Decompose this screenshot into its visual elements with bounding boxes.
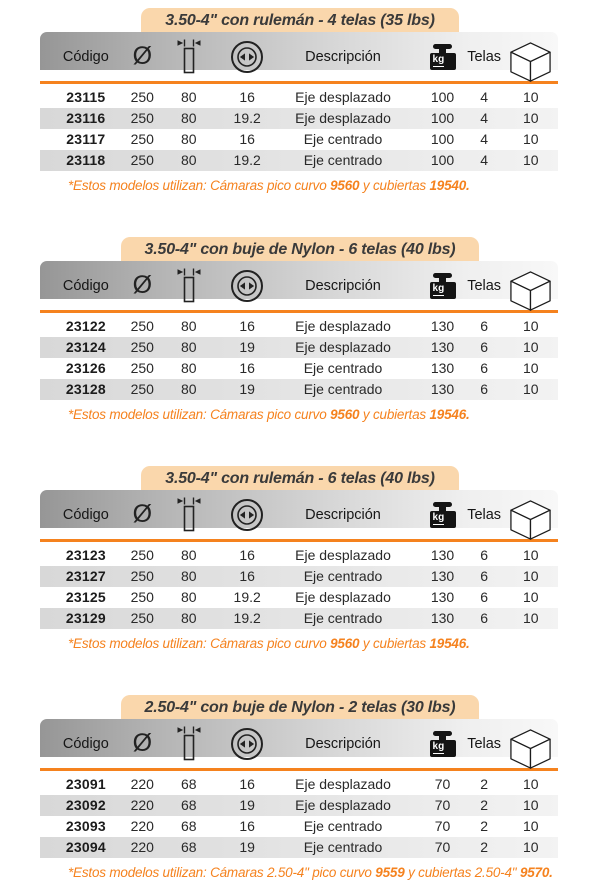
- table-row: [40, 587, 558, 608]
- width-cell: 80: [181, 339, 197, 355]
- description-cell: Eje centrado: [303, 818, 383, 834]
- column-header-weight: [410, 490, 464, 542]
- diameter-cell: 220: [130, 797, 154, 813]
- column-header-width: [167, 261, 219, 313]
- width-cell: 80: [181, 360, 197, 376]
- weight-icon-neck: [439, 736, 446, 740]
- diameter-cell: 220: [130, 818, 154, 834]
- code-cell: 23124: [65, 339, 106, 355]
- weight-kg-icon: [430, 44, 456, 70]
- description-cell: Eje centrado: [303, 360, 383, 376]
- width-cell: 80: [181, 568, 197, 584]
- box-quantity-icon: [508, 40, 553, 89]
- header-row: [40, 261, 558, 313]
- weight-cell: 70: [434, 797, 451, 813]
- width-cell: 80: [181, 131, 197, 147]
- table-row: [40, 608, 558, 629]
- width-cell: 80: [181, 89, 197, 105]
- diameter-cell: 250: [130, 110, 154, 126]
- diameter-cell: 220: [130, 839, 154, 855]
- spec-table-block: [40, 466, 560, 651]
- weight-cell: 100: [430, 110, 455, 126]
- bore-diameter-icon: [229, 39, 265, 75]
- diameter-cell: 250: [130, 318, 154, 334]
- spec-table-block: [40, 237, 560, 422]
- column-header-telas: [465, 490, 504, 542]
- column-header-weight: [410, 261, 464, 313]
- description-cell: Eje desplazado: [295, 797, 391, 813]
- table-row: [40, 84, 558, 108]
- width-measure-icon: [176, 267, 202, 304]
- bore-cell: 19: [239, 339, 255, 355]
- footnote-code-1: 9560: [330, 636, 360, 651]
- width-cell: 68: [181, 797, 197, 813]
- telas-label: Telas: [467, 48, 502, 65]
- table-footnote: [68, 865, 560, 880]
- qty-cell: 10: [522, 360, 539, 376]
- weight-kg-icon: [430, 731, 456, 757]
- bore-diameter-icon: [229, 726, 265, 762]
- spec-table: [40, 261, 558, 400]
- qty-cell: 10: [522, 589, 539, 605]
- column-header-codigo: [40, 490, 118, 542]
- spec-table: [40, 490, 558, 629]
- qty-cell: 10: [522, 839, 539, 855]
- bore-cell: 19: [239, 839, 255, 855]
- footnote-prefix: *Estos modelos utilizan: Cámaras 2.50-4" pico curvo: [68, 865, 376, 880]
- table-footnote: [68, 407, 560, 422]
- column-header-descripcion: [276, 490, 411, 542]
- column-header-box: [504, 32, 558, 84]
- plies-cell: 6: [480, 589, 489, 605]
- description-cell: Eje centrado: [303, 152, 383, 168]
- table-title: 3.50-4" con buje de Nylon - 6 telas (40 lbs): [121, 237, 480, 270]
- code-cell: 23129: [65, 610, 106, 626]
- weight-kg-icon: [430, 273, 456, 299]
- column-header-box: [504, 719, 558, 771]
- code-cell: 23094: [65, 839, 106, 855]
- bore-cell: 16: [239, 547, 255, 563]
- diameter-icon: Ø: [132, 42, 153, 70]
- code-cell: 23123: [65, 547, 106, 563]
- qty-cell: 10: [522, 547, 539, 563]
- column-header-diameter: [118, 32, 167, 84]
- codigo-label: Código: [62, 48, 109, 65]
- diameter-cell: 250: [130, 568, 154, 584]
- table-row: [40, 795, 558, 816]
- plies-cell: 6: [480, 360, 489, 376]
- footnote-code-1: 9560: [330, 407, 360, 422]
- width-cell: 80: [181, 589, 197, 605]
- width-cell: 80: [181, 110, 197, 126]
- kg-label: kg: [432, 54, 445, 65]
- column-header-bore: [219, 719, 276, 771]
- description-cell: Eje desplazado: [295, 339, 391, 355]
- bore-cell: 19.2: [233, 110, 261, 126]
- footnote-middle: y cubiertas: [359, 636, 430, 651]
- width-cell: 80: [181, 152, 197, 168]
- table-row: [40, 129, 558, 150]
- column-header-bore: [219, 32, 276, 84]
- weight-icon-body: [430, 511, 456, 528]
- code-cell: 23127: [65, 568, 106, 584]
- weight-cell: 130: [430, 589, 455, 605]
- column-header-codigo: [40, 261, 118, 313]
- diameter-cell: 250: [130, 610, 154, 626]
- table-row: [40, 108, 558, 129]
- code-cell: 23093: [65, 818, 106, 834]
- table-title: 3.50-4" con rulemán - 6 telas (40 lbs): [141, 466, 458, 499]
- qty-cell: 10: [522, 818, 539, 834]
- description-cell: Eje desplazado: [295, 776, 391, 792]
- qty-cell: 10: [522, 110, 539, 126]
- header-row: [40, 32, 558, 84]
- codigo-label: Código: [62, 735, 109, 752]
- weight-cell: 100: [430, 89, 455, 105]
- description-cell: Eje desplazado: [295, 318, 391, 334]
- diameter-cell: 250: [130, 89, 154, 105]
- description-cell: Eje centrado: [303, 839, 383, 855]
- bore-cell: 16: [239, 776, 255, 792]
- weight-cell: 130: [430, 318, 455, 334]
- column-header-box: [504, 490, 558, 542]
- descripcion-label: Descripción: [305, 48, 381, 65]
- plies-cell: 2: [480, 818, 489, 834]
- footnote-prefix: *Estos modelos utilizan: Cámaras pico curvo: [68, 407, 331, 422]
- qty-cell: 10: [522, 797, 539, 813]
- kg-label: kg: [432, 512, 445, 523]
- bore-diameter-icon: [229, 497, 265, 533]
- footnote-code-2: 19546.: [429, 636, 470, 651]
- table-body: [40, 771, 558, 858]
- qty-cell: 10: [522, 610, 539, 626]
- column-header-diameter: [118, 261, 167, 313]
- weight-cell: 70: [434, 818, 451, 834]
- table-row: [40, 816, 558, 837]
- column-header-bore: [219, 261, 276, 313]
- footnote-middle: y cubiertas 2.50-4": [404, 865, 520, 880]
- weight-icon-body: [430, 282, 456, 299]
- descripcion-label: Descripción: [305, 277, 381, 294]
- footnote-code-1: 9559: [375, 865, 405, 880]
- column-header-diameter: [118, 490, 167, 542]
- header-row: [40, 719, 558, 771]
- diameter-cell: 250: [130, 339, 154, 355]
- code-cell: 23125: [65, 589, 106, 605]
- column-header-box: [504, 261, 558, 313]
- descripcion-label: Descripción: [305, 735, 381, 752]
- code-cell: 23122: [65, 318, 106, 334]
- description-cell: Eje centrado: [303, 568, 383, 584]
- footnote-code-2: 9570.: [519, 865, 553, 880]
- column-header-bore: [219, 490, 276, 542]
- plies-cell: 6: [480, 610, 489, 626]
- weight-cell: 100: [430, 131, 455, 147]
- bore-cell: 19: [239, 381, 255, 397]
- column-header-diameter: [118, 719, 167, 771]
- weight-cell: 130: [430, 360, 455, 376]
- footnote-code-1: 9560: [330, 178, 360, 193]
- column-header-weight: [410, 719, 464, 771]
- footnote-middle: y cubiertas: [359, 178, 430, 193]
- diameter-cell: 250: [130, 381, 154, 397]
- diameter-icon: Ø: [132, 271, 153, 299]
- code-cell: 23115: [66, 89, 106, 105]
- table-row: [40, 542, 558, 566]
- weight-cell: 130: [430, 568, 455, 584]
- width-cell: 80: [181, 381, 197, 397]
- diameter-icon: Ø: [132, 729, 153, 757]
- column-header-descripcion: [276, 261, 411, 313]
- bore-cell: 16: [239, 360, 255, 376]
- weight-cell: 130: [430, 381, 455, 397]
- diameter-icon: Ø: [132, 500, 153, 528]
- table-body: [40, 542, 558, 629]
- spec-table-block: [40, 8, 560, 193]
- table-row: [40, 837, 558, 858]
- weight-cell: 70: [434, 839, 451, 855]
- column-header-codigo: [40, 32, 118, 84]
- table-body: [40, 84, 558, 171]
- description-cell: Eje centrado: [303, 381, 383, 397]
- box-quantity-icon: [508, 498, 553, 547]
- description-cell: Eje desplazado: [295, 89, 391, 105]
- telas-label: Telas: [467, 277, 502, 294]
- width-cell: 68: [181, 818, 197, 834]
- codigo-label: Código: [62, 506, 109, 523]
- diameter-cell: 250: [130, 547, 154, 563]
- diameter-cell: 250: [130, 131, 154, 147]
- qty-cell: 10: [522, 318, 539, 334]
- qty-cell: 10: [522, 381, 539, 397]
- kg-label: kg: [432, 283, 445, 294]
- column-header-telas: [465, 261, 504, 313]
- column-header-width: [167, 719, 219, 771]
- description-cell: Eje desplazado: [295, 110, 391, 126]
- width-cell: 68: [181, 839, 197, 855]
- description-cell: Eje centrado: [303, 610, 383, 626]
- descripcion-label: Descripción: [305, 506, 381, 523]
- weight-icon-neck: [439, 278, 446, 282]
- qty-cell: 10: [522, 152, 539, 168]
- column-header-descripcion: [276, 32, 411, 84]
- plies-cell: 2: [480, 776, 489, 792]
- column-header-width: [167, 32, 219, 84]
- width-measure-icon: [176, 725, 202, 762]
- bore-cell: 16: [239, 568, 255, 584]
- table-title-banner-row: [40, 8, 560, 32]
- weight-icon-body: [430, 53, 456, 70]
- plies-cell: 6: [480, 547, 489, 563]
- footnote-middle: y cubiertas: [359, 407, 430, 422]
- column-header-width: [167, 490, 219, 542]
- table-title-banner-row: [40, 466, 560, 490]
- width-measure-icon: [176, 496, 202, 533]
- table-footnote: [68, 636, 560, 651]
- table-title-banner-row: [40, 237, 560, 261]
- weight-cell: 130: [430, 610, 455, 626]
- weight-icon-neck: [439, 507, 446, 511]
- header-row: [40, 490, 558, 542]
- table-row: [40, 313, 558, 337]
- table-title: 2.50-4" con buje de Nylon - 2 telas (30 lbs): [121, 695, 480, 728]
- plies-cell: 4: [480, 131, 489, 147]
- bore-cell: 19: [239, 797, 255, 813]
- width-cell: 68: [181, 776, 197, 792]
- telas-label: Telas: [467, 735, 502, 752]
- bore-cell: 16: [239, 131, 255, 147]
- qty-cell: 10: [522, 89, 539, 105]
- footnote-prefix: *Estos modelos utilizan: Cámaras pico curvo: [68, 178, 331, 193]
- code-cell: 23128: [65, 381, 106, 397]
- column-header-codigo: [40, 719, 118, 771]
- weight-cell: 130: [430, 339, 455, 355]
- bore-cell: 16: [239, 818, 255, 834]
- description-cell: Eje desplazado: [295, 589, 391, 605]
- plies-cell: 4: [480, 110, 489, 126]
- weight-cell: 130: [430, 547, 455, 563]
- width-cell: 80: [181, 547, 197, 563]
- plies-cell: 6: [480, 568, 489, 584]
- qty-cell: 10: [522, 776, 539, 792]
- spec-table-block: [40, 695, 560, 880]
- code-cell: 23092: [65, 797, 106, 813]
- diameter-cell: 250: [130, 360, 154, 376]
- box-quantity-icon: [508, 269, 553, 318]
- weight-kg-icon: [430, 502, 456, 528]
- spec-table: [40, 32, 558, 171]
- spec-table: [40, 719, 558, 858]
- plies-cell: 2: [480, 797, 489, 813]
- bore-cell: 19.2: [233, 152, 261, 168]
- table-title: 3.50-4" con rulemán - 4 telas (35 lbs): [141, 8, 458, 41]
- column-header-telas: [465, 32, 504, 84]
- table-row: [40, 150, 558, 171]
- table-row: [40, 771, 558, 795]
- column-header-weight: [410, 32, 464, 84]
- kg-label: kg: [432, 741, 445, 752]
- code-cell: 23117: [66, 131, 106, 147]
- width-cell: 80: [181, 318, 197, 334]
- plies-cell: 6: [480, 381, 489, 397]
- bore-cell: 16: [239, 89, 255, 105]
- weight-cell: 70: [434, 776, 451, 792]
- qty-cell: 10: [522, 339, 539, 355]
- code-cell: 23118: [66, 152, 106, 168]
- bore-diameter-icon: [229, 268, 265, 304]
- bore-cell: 16: [239, 318, 255, 334]
- table-row: [40, 379, 558, 400]
- width-measure-icon: [176, 38, 202, 75]
- table-row: [40, 566, 558, 587]
- table-body: [40, 313, 558, 400]
- code-cell: 23116: [66, 110, 106, 126]
- telas-label: Telas: [467, 506, 502, 523]
- description-cell: Eje desplazado: [295, 547, 391, 563]
- column-header-descripcion: [276, 719, 411, 771]
- table-row: [40, 337, 558, 358]
- column-header-telas: [465, 719, 504, 771]
- description-cell: Eje centrado: [303, 131, 383, 147]
- width-cell: 80: [181, 610, 197, 626]
- footnote-code-2: 19546.: [429, 407, 470, 422]
- plies-cell: 2: [480, 839, 489, 855]
- qty-cell: 10: [522, 568, 539, 584]
- diameter-cell: 250: [130, 589, 154, 605]
- weight-icon-body: [430, 740, 456, 757]
- table-title-banner-row: [40, 695, 560, 719]
- plies-cell: 6: [480, 339, 489, 355]
- qty-cell: 10: [522, 131, 539, 147]
- plies-cell: 4: [480, 89, 489, 105]
- bore-cell: 19.2: [233, 610, 261, 626]
- plies-cell: 4: [480, 152, 489, 168]
- table-row: [40, 358, 558, 379]
- plies-cell: 6: [480, 318, 489, 334]
- code-cell: 23126: [65, 360, 106, 376]
- weight-icon-neck: [439, 49, 446, 53]
- bore-cell: 19.2: [233, 589, 261, 605]
- weight-cell: 100: [430, 152, 455, 168]
- footnote-prefix: *Estos modelos utilizan: Cámaras pico curvo: [68, 636, 331, 651]
- table-footnote: [68, 178, 560, 193]
- diameter-cell: 250: [130, 152, 154, 168]
- codigo-label: Código: [62, 277, 109, 294]
- footnote-code-2: 19540.: [429, 178, 470, 193]
- diameter-cell: 220: [130, 776, 154, 792]
- box-quantity-icon: [508, 727, 553, 776]
- code-cell: 23091: [65, 776, 106, 792]
